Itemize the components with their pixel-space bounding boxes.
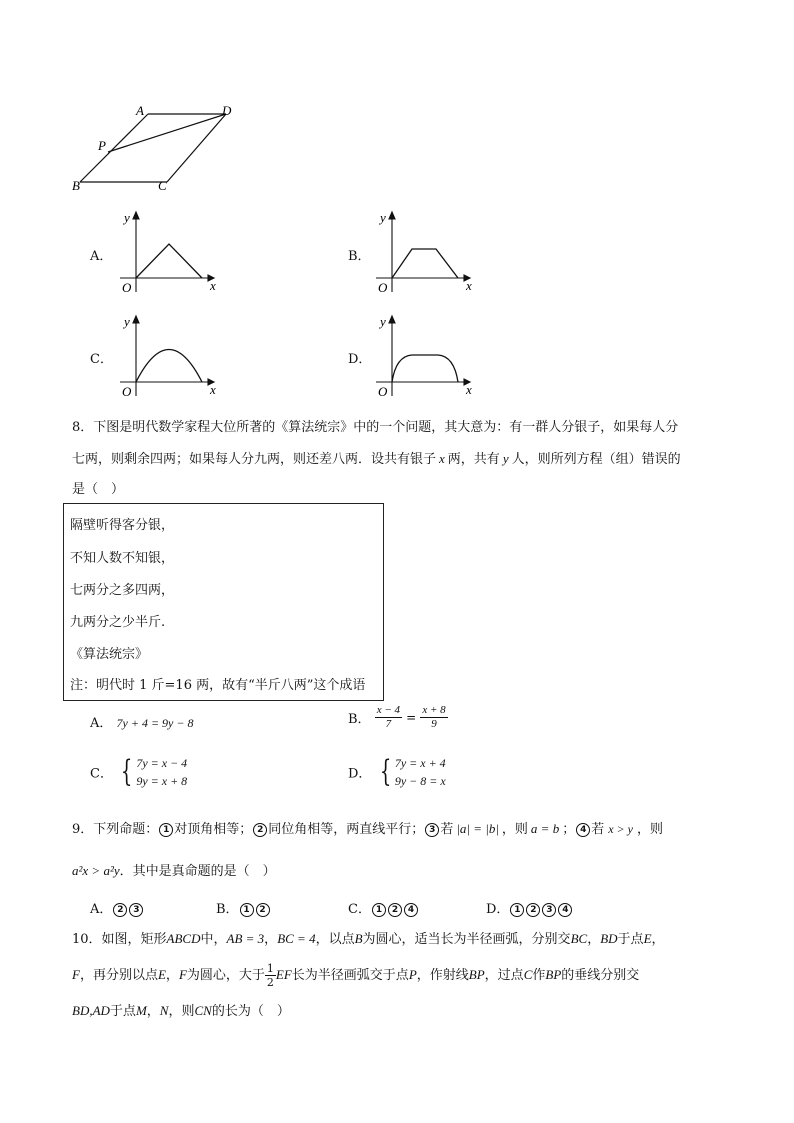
circled-number: 2 <box>388 903 402 917</box>
q10-line-1: 10．如图，矩形ABCD中，AB = 3，BC = 4，以点B为圆心，适当长为半径画弧，分别交BC，BD于点E， <box>72 931 665 947</box>
q8-option-D[interactable]: D． { 7y = x + 4 9y − 8 = x <box>348 754 446 789</box>
fraction-2: $\frac{x + 8}{9}$ <box>422 704 446 730</box>
q9-line-1: 9．下列命题： 1 对顶角相等； 2 同位角相等，两直线平行； 3 若 |a| = |b| ，则 a = b ； 4 若 x > y ，则 <box>72 821 663 837</box>
axis-x-label: x <box>210 382 216 397</box>
origin-label: O <box>122 384 132 398</box>
axis-x-label: x <box>466 278 472 293</box>
q10-line-2: F，再分别以点E，F为圆心，大于 $\frac{1}{2}$ EF长为半径画弧交于点P，作射线BP，过点C作BP的垂线分别交 <box>72 962 640 989</box>
parallelogram-figure <box>66 100 246 192</box>
circled-number: 3 <box>542 903 556 917</box>
equation-system: 7y = x + 4 9y − 8 = x <box>394 756 446 788</box>
axis-y-label: y <box>124 210 130 225</box>
axis-y-label: y <box>380 210 386 225</box>
q7-graph-A[interactable] <box>112 208 222 294</box>
q7-graph-D[interactable] <box>368 312 478 398</box>
poem-line-4: 九两分之少半斤. <box>70 615 166 630</box>
q7-graph-C[interactable] <box>112 312 222 398</box>
q9-option-D[interactable]: D． 1 2 3 4 <box>486 898 573 917</box>
q9-option-B[interactable]: B． 1 2 <box>216 898 271 917</box>
poem-note: 注：明代时 1 斤=16 两，故有“半斤八两”这个成语 <box>70 678 366 693</box>
poem-source: 《算法统宗》 <box>70 647 149 662</box>
origin-label: O <box>122 280 132 294</box>
q9-line-2: a²x > a²y．其中是真命题的是（ ） <box>72 863 276 879</box>
circled-number: 4 <box>404 903 418 917</box>
circled-number: 2 <box>526 903 540 917</box>
circled-number: 1 <box>159 823 173 837</box>
label-C: C <box>158 178 167 192</box>
circled-number: 4 <box>558 903 572 917</box>
label-B: B <box>72 178 80 192</box>
circled-number: 3 <box>129 903 143 917</box>
circled-number: 1 <box>372 903 386 917</box>
q8-option-C[interactable]: C． { 7y = x − 4 9y = x + 8 <box>90 754 188 789</box>
q8-line-2: 七两，则剩余四两；如果每人分九两，则还差八两．设共有银子 x 两，共有 y 人，则所列方程（组）错误的 <box>72 451 681 467</box>
q8-option-B[interactable]: B． $\frac{x - 4}{7}$ = $\frac{x + 8}{9}$ <box>348 704 446 730</box>
q9-option-C[interactable]: C． 1 2 4 <box>348 898 419 917</box>
q7-option-C-label[interactable]: C． <box>90 352 113 367</box>
brace-icon: { <box>120 754 133 789</box>
q7-option-D-label[interactable]: D． <box>348 352 372 367</box>
axis-x-label: x <box>466 382 472 397</box>
label-P: P <box>98 138 106 153</box>
q8-line-1: 8．下图是明代数学家程大位所著的《算法统宗》中的一个问题，其大意为：有一群人分银子，如果每人分 <box>72 420 679 435</box>
q9-option-A[interactable]: A． 2 3 <box>90 898 144 917</box>
q8-option-A[interactable]: A． 7y + 4 = 9y − 8 <box>90 716 194 731</box>
axis-x-label: x <box>210 278 216 293</box>
circled-number: 3 <box>425 823 439 837</box>
poem-line-3: 七两分之多四两， <box>70 583 175 598</box>
circled-number: 4 <box>576 823 590 837</box>
q7-graph-B[interactable] <box>368 208 478 294</box>
circled-number: 2 <box>256 903 270 917</box>
q10-line-3: BD,AD于点M，N，则CN的长为（ ） <box>72 1003 290 1019</box>
origin-label: O <box>378 384 388 398</box>
fraction-half: $\frac{1}{2}$ <box>266 962 274 989</box>
fraction-1: $\frac{x - 4}{7}$ <box>376 704 401 730</box>
circled-number: 2 <box>113 903 127 917</box>
circled-number: 2 <box>253 823 267 837</box>
axis-y-label: y <box>124 314 130 329</box>
axis-y-label: y <box>380 314 386 329</box>
equation-system: 7y = x − 4 9y = x + 8 <box>136 756 188 788</box>
poem-box <box>63 503 384 701</box>
circled-number: 1 <box>510 903 524 917</box>
poem-line-2: 不知人数不知银， <box>70 551 175 566</box>
q7-option-A-label[interactable]: A． <box>90 249 113 264</box>
origin-label: O <box>378 280 388 294</box>
q8-line-3: 是（ ） <box>72 482 125 497</box>
brace-icon: { <box>379 754 391 789</box>
circled-number: 1 <box>240 903 254 917</box>
label-D: D <box>222 103 232 118</box>
label-A: A <box>136 103 144 118</box>
q7-option-B-label[interactable]: B． <box>348 249 371 264</box>
poem-line-1: 隔壁听得客分银， <box>70 518 175 533</box>
